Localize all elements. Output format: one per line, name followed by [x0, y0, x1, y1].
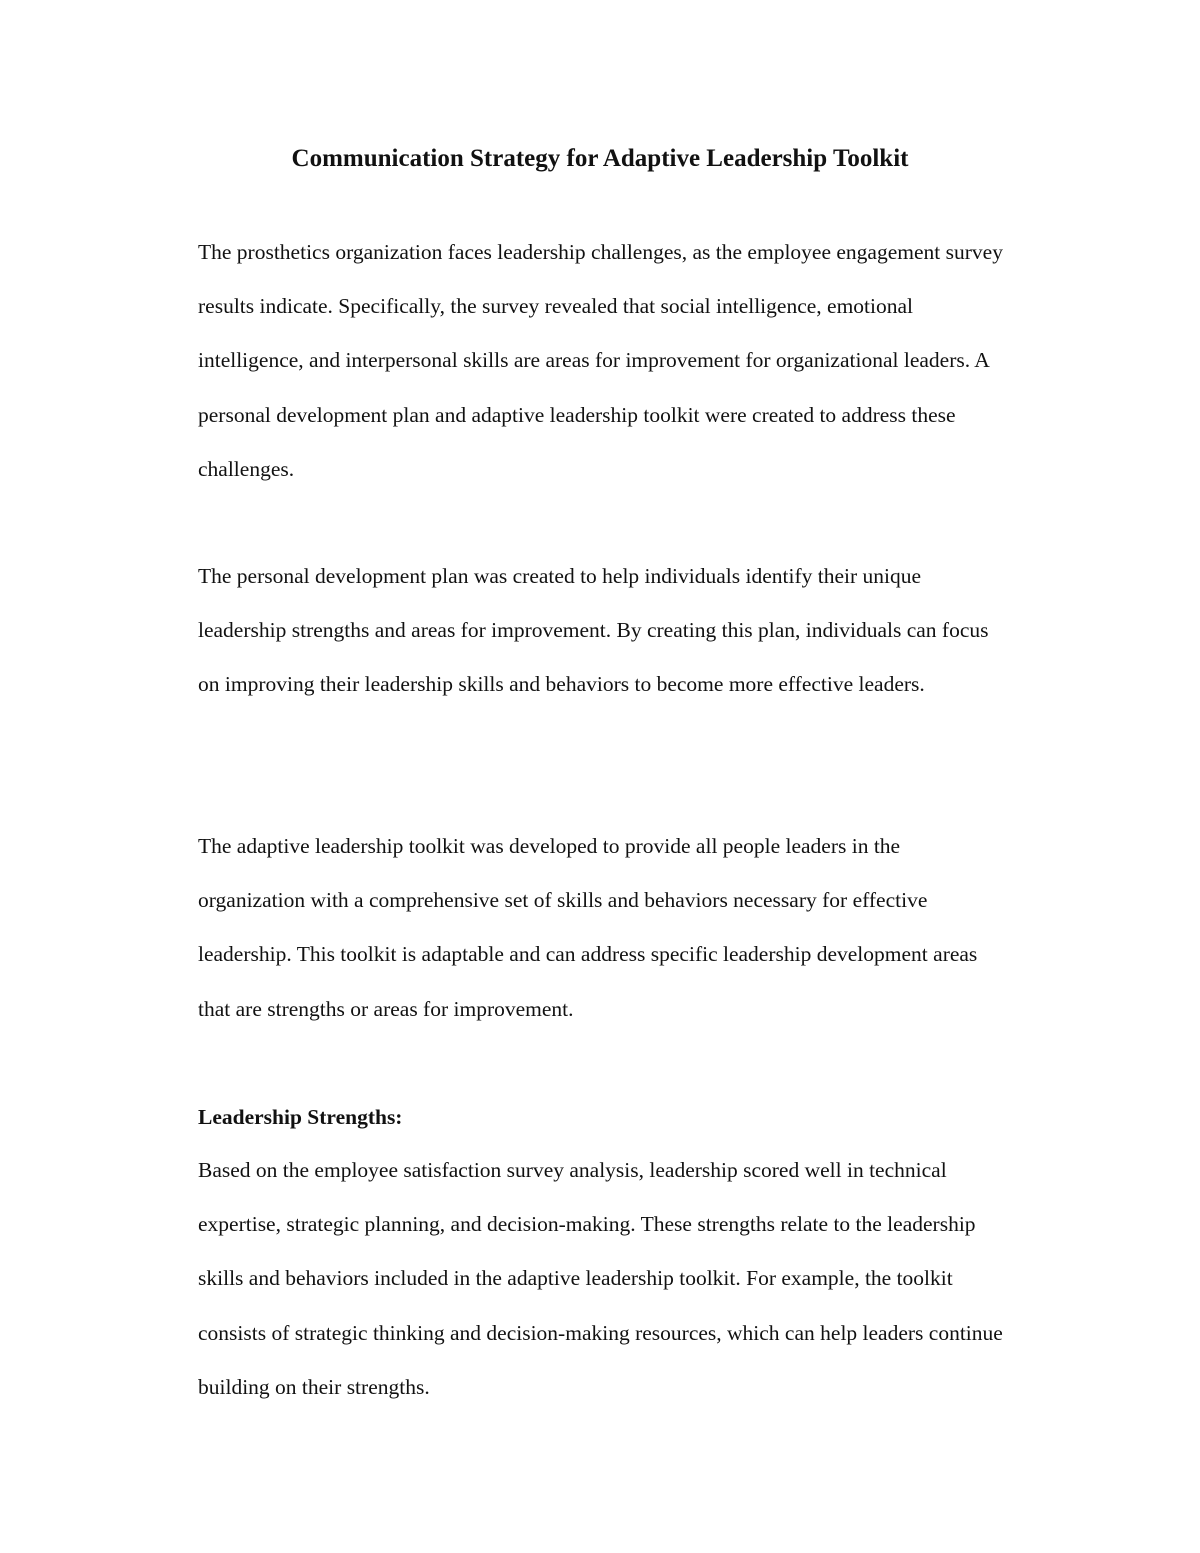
paragraph-intro: The prosthetics organization faces leadership challenges, as the employee engagement survey results indicate. Specifically, the survey revealed that social intelligence, emotional intelligence, and interpersonal skills are areas for improvement for organizational leaders. A personal development plan and adaptive leadership toolkit were created to address these challenges. [198, 240, 1003, 481]
paragraph-personal-development-plan: The personal development plan was created to help individuals identify their unique leadership strengths and areas for improvement. By creating this plan, individuals can focus on improving their leadership skills and behaviors to become more effective leaders. [198, 564, 989, 697]
paragraph-adaptive-toolkit: The adaptive leadership toolkit was developed to provide all people leaders in the organization with a comprehensive set of skills and behaviors necessary for effective leadership. This toolkit is adaptable and can address specific leadership development areas that are strengths or areas for improvement. [198, 834, 978, 1021]
section-heading-leadership-strengths: Leadership Strengths: [198, 1105, 403, 1129]
document-title: Communication Strategy for Adaptive Leadership Toolkit [291, 145, 909, 172]
paragraph-leadership-strengths: Based on the employee satisfaction survey analysis, leadership scored well in technical expertise, strategic planning, and decision-making. These strengths relate to the leadership skills and behaviors included in the adaptive leadership toolkit. For example, the toolkit consists of strategic thinking and decision-making resources, which can help leaders continue building on their strengths. [198, 1158, 1003, 1399]
